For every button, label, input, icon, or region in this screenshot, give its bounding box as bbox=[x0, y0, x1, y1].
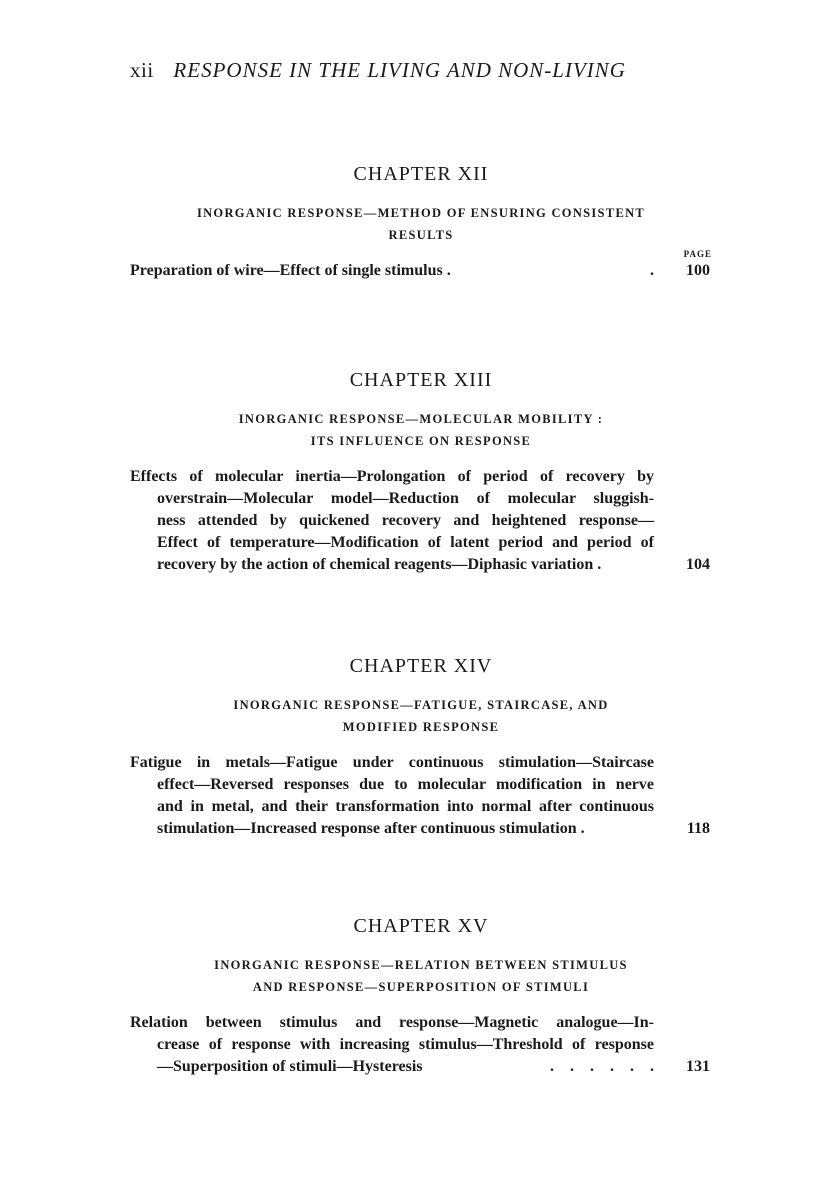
subtitle-line: AND RESPONSE—SUPERPOSITION OF STIMULI bbox=[252, 980, 590, 994]
page-number: 100 bbox=[686, 262, 710, 279]
chapter-xv bbox=[130, 914, 712, 1078]
entry-line: overstrain—Molecular model—Reduction of molecular sluggish- bbox=[157, 490, 654, 507]
subtitle-line: RESULTS bbox=[388, 228, 454, 242]
entry-line: stimulation—Increased response after continuous stimulation . bbox=[157, 820, 585, 837]
page-number: 104 bbox=[686, 556, 710, 573]
subtitle-line: INORGANIC RESPONSE—RELATION BETWEEN STIMULUS bbox=[214, 958, 628, 972]
chapter-contents-entry bbox=[130, 752, 712, 840]
chapter-subtitle bbox=[130, 954, 712, 998]
chapter-xiv bbox=[130, 654, 712, 840]
subtitle-line: INORGANIC RESPONSE—MOLECULAR MOBILITY : bbox=[238, 412, 604, 426]
chapter-contents-entry bbox=[130, 1012, 712, 1078]
entry-line: Fatigue in metals—Fatigue under continuous stimulation—Staircase bbox=[130, 754, 654, 771]
page-column-label: PAGE bbox=[683, 249, 712, 259]
chapter-title: CHAPTER XII bbox=[353, 163, 489, 185]
chapter-xiii bbox=[130, 368, 712, 576]
subtitle-line: INORGANIC RESPONSE—METHOD OF ENSURING CONSISTENT bbox=[196, 206, 646, 220]
leader-dots: . . . . . . bbox=[550, 1058, 660, 1075]
entry-line: ness attended by quickened recovery and heightened response— bbox=[157, 512, 654, 529]
chapter-title: CHAPTER XV bbox=[353, 915, 489, 937]
page-number: 118 bbox=[686, 820, 710, 837]
entry-line: crease of response with increasing stimulus—Threshold of response bbox=[157, 1036, 654, 1053]
subtitle-line: MODIFIED RESPONSE bbox=[342, 720, 500, 734]
chapter-title: CHAPTER XIII bbox=[349, 369, 493, 391]
chapter-title: CHAPTER XIV bbox=[349, 655, 493, 677]
entry-line: and in metal, and their transformation into normal after continuous bbox=[157, 798, 654, 815]
running-head bbox=[130, 58, 626, 83]
chapter-contents-entry bbox=[130, 466, 712, 576]
subtitle-line: ITS INFLUENCE ON RESPONSE bbox=[310, 434, 532, 448]
entry-line: Effect of temperature—Modification of latent period and period of bbox=[157, 534, 654, 551]
chapter-subtitle bbox=[130, 202, 712, 246]
entry-text: Preparation of wire—Effect of single stimulus . bbox=[130, 262, 451, 279]
subtitle-line: INORGANIC RESPONSE—FATIGUE, STAIRCASE, AND bbox=[233, 698, 609, 712]
chapter-xii bbox=[130, 162, 712, 282]
entry-line: recovery by the action of chemical reagents—Diphasic variation . bbox=[157, 556, 602, 573]
entry-line bbox=[130, 1056, 712, 1078]
chapter-subtitle bbox=[130, 408, 712, 452]
entry-text: —Superposition of stimuli—Hysteresis bbox=[157, 1058, 423, 1075]
page-folio: xii bbox=[130, 58, 154, 82]
page-number: 131 bbox=[686, 1058, 710, 1075]
entry-line bbox=[130, 260, 712, 282]
chapter-contents-entry bbox=[130, 260, 712, 282]
chapter-subtitle bbox=[130, 694, 712, 738]
leader-dots: . bbox=[650, 262, 654, 279]
entry-line: effect—Reversed responses due to molecular modification in nerve bbox=[157, 776, 654, 793]
entry-line: Effects of molecular inertia—Prolongation of period of recovery by bbox=[130, 468, 654, 485]
running-title: RESPONSE IN THE LIVING AND NON-LIVING bbox=[173, 58, 626, 82]
entry-line: Relation between stimulus and response—Magnetic analogue—In- bbox=[130, 1014, 654, 1031]
